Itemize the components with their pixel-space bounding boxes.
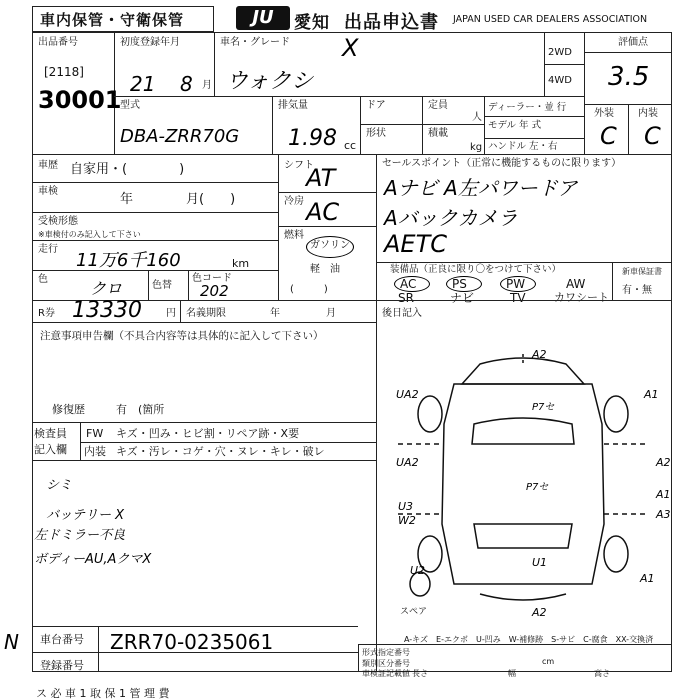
- divider: [422, 96, 423, 154]
- divider: [32, 652, 358, 653]
- footer-strip: ス 必 車 1 取 保 1 管 理 費: [36, 687, 170, 700]
- selling-line-1: Aナビ A左パワードア: [384, 176, 578, 200]
- color-label: 色: [38, 274, 48, 285]
- notes-label: 注意事項申告欄（不具合内容等は具体的に記入して下さい）: [40, 330, 324, 342]
- equip-tv: TV: [510, 291, 526, 305]
- margin-mark: N: [4, 630, 19, 654]
- mark-u2: U2: [410, 564, 426, 577]
- equip-circle-2: [446, 276, 482, 292]
- divider: [32, 626, 358, 627]
- fuel-gas: ガソリン: [310, 240, 350, 251]
- name-limit-month: 月: [326, 308, 336, 319]
- equip-aw: AW: [566, 277, 586, 291]
- history-label: 車歴: [38, 160, 58, 171]
- divider: [32, 270, 278, 271]
- spare-label: スペア: [400, 607, 428, 617]
- divider: [32, 422, 376, 423]
- equip-seat: カワシート: [554, 291, 609, 304]
- handle-label: ハンドル 左・右: [488, 141, 558, 152]
- repair-label: 修復歴: [52, 403, 85, 416]
- model-year-label: モデル 年 式: [488, 120, 542, 131]
- km-unit: km: [232, 257, 250, 270]
- warranty-label: 新車保証書: [622, 267, 662, 276]
- person-unit: 人: [472, 112, 482, 123]
- mileage-value: 11万6千160: [76, 250, 181, 271]
- reg-label: 登録番号: [40, 659, 84, 672]
- mark-a1-bottom: A1: [640, 572, 655, 585]
- storage-tag: 車内保管・守衛保管: [40, 11, 185, 29]
- month-unit: 月: [202, 80, 212, 91]
- form-title: 出品申込書: [344, 12, 439, 33]
- model-name-label: 車名・グレード: [220, 37, 290, 48]
- height-label: 高さ: [594, 669, 610, 678]
- chassis-value: ZRR70-0235061: [110, 630, 274, 654]
- dims-label: 車検証記載値: [362, 669, 410, 678]
- divider: [98, 626, 99, 672]
- mark-a2-bottom: A2: [532, 606, 547, 619]
- shape-label: 形状: [366, 128, 386, 139]
- repair-value: 有 (箇所: [116, 403, 165, 416]
- mark-a1-right-2: A1: [656, 488, 671, 501]
- receive-sub: ※車検付のみ記入して下さい: [38, 230, 141, 239]
- load-label: 積載: [428, 128, 448, 139]
- drive-4wd: 4WD: [548, 75, 572, 86]
- inspect-label: 車検: [38, 186, 58, 197]
- divider: [376, 262, 672, 263]
- int-value: C: [644, 122, 661, 150]
- shift-value: AT: [306, 164, 336, 192]
- width-label: 幅: [508, 669, 516, 678]
- divider: [376, 154, 377, 300]
- equip-pw: PW: [506, 277, 526, 291]
- fuel-diesel: 軽 油: [310, 264, 340, 275]
- association-name: JAPAN USED CAR DEALERS ASSOCIATION: [453, 14, 648, 25]
- dealer-label: ディーラー・並 行: [488, 102, 567, 113]
- divider: [180, 300, 181, 322]
- selling-label: セールスポイント（正常に機能するものに限ります）: [382, 158, 622, 169]
- fill-label: 記入欄: [34, 443, 67, 456]
- class-label: 類別区分番号: [362, 659, 410, 668]
- color-value: クロ: [90, 279, 123, 298]
- inspect-month-unit: 月( ): [186, 192, 236, 207]
- int-label: 内装: [638, 108, 658, 119]
- mark-u3: U3: [398, 500, 414, 513]
- equip-sr: SR: [398, 291, 414, 305]
- mark-w2: W2: [398, 514, 416, 527]
- note-line-2: バッテリー X: [46, 508, 125, 523]
- drive-2wd: 2WD: [548, 47, 572, 58]
- mark-p7-top: P7セ: [532, 402, 555, 413]
- divider: [32, 240, 278, 241]
- equip-ps: PS: [452, 277, 467, 291]
- divider: [32, 212, 278, 213]
- equip-label: 装備品（正良に限り〇をつけて下さい）: [390, 264, 562, 275]
- r-label: R券: [38, 308, 55, 319]
- score-value: 3.5: [608, 62, 650, 92]
- receive-label: 受検形態: [38, 216, 78, 227]
- selling-line-3: AETC: [384, 230, 447, 258]
- ac-label: 冷房: [284, 196, 304, 207]
- lot-sub: [2118]: [44, 65, 84, 79]
- divider: [278, 154, 279, 300]
- ac-value: AC: [306, 198, 340, 226]
- history-value: 自家用・( ): [70, 162, 185, 177]
- divider: [148, 270, 149, 300]
- first-reg-year: 21: [130, 72, 156, 96]
- note-line-3: 左ドミラー不良: [34, 528, 126, 543]
- fw-items: キズ・凹み・ヒビ割・リペア跡・X要: [116, 427, 300, 440]
- divider: [80, 442, 376, 443]
- divider: [358, 644, 672, 645]
- first-reg-month: 8: [180, 72, 193, 96]
- cc-unit: cc: [344, 139, 357, 152]
- ju-logo: JU: [236, 6, 290, 30]
- equip-circle-3: [500, 276, 536, 292]
- divider: [32, 154, 672, 155]
- mark-a3: A3: [656, 508, 671, 521]
- r-unit: 円: [166, 308, 176, 319]
- equip-circle-1: [394, 276, 430, 292]
- color-change-label: 色替: [152, 280, 172, 291]
- warranty-value: 有・無: [622, 285, 652, 296]
- lot-number: 30001: [38, 86, 122, 114]
- divider: [278, 192, 376, 193]
- note-line-1: シミ: [46, 478, 73, 493]
- divider: [484, 116, 584, 117]
- org-name: 愛知: [294, 13, 330, 33]
- mark-u1: U1: [532, 556, 548, 569]
- type-value: DBA-ZRR70G: [120, 126, 240, 147]
- divider: [544, 64, 584, 65]
- fuel-label: 燃料: [284, 230, 304, 241]
- mark-p7-mid: P7セ: [526, 482, 549, 493]
- divider: [188, 270, 189, 300]
- divider: [32, 460, 376, 461]
- type-label: 型式: [120, 100, 140, 111]
- fuel-other: ( ): [290, 284, 328, 295]
- fw-label: FW: [86, 427, 104, 440]
- divider: [358, 644, 359, 672]
- divider: [376, 322, 377, 672]
- color-code-label: 色コード: [192, 273, 232, 284]
- divider: [484, 138, 584, 139]
- car-diagram: [378, 324, 672, 626]
- divider: [272, 96, 273, 154]
- damage-legend: A-キズ E-エクボ U-凹み W-補修跡 S-サビ C-腐食 XX-交換済: [404, 635, 654, 644]
- divider: [612, 262, 613, 300]
- first-reg-label: 初度登録年月: [120, 37, 180, 48]
- mark-ua2-mid: UA2: [396, 456, 419, 469]
- equip-ac: AC: [400, 277, 417, 291]
- divider: [114, 96, 584, 97]
- divider: [32, 322, 376, 323]
- door-label: ドア: [366, 100, 386, 111]
- disp-value: 1.98: [288, 126, 337, 151]
- mark-ua2-left: UA2: [396, 388, 419, 401]
- r-value: 13330: [72, 298, 142, 323]
- int-label: 内装: [84, 445, 106, 458]
- ext-label: 外装: [594, 108, 614, 119]
- divider: [484, 96, 485, 154]
- selling-line-2: Aバックカメラ: [384, 206, 518, 230]
- chassis-label: 車台番号: [40, 633, 84, 646]
- note-line-4: ボディーAU,AクマX: [34, 552, 152, 567]
- divider: [584, 52, 672, 53]
- name-limit-year: 年: [270, 308, 280, 319]
- length-label: 長さ: [412, 669, 428, 678]
- later-label: 後日記入: [382, 308, 422, 319]
- divider: [80, 422, 81, 460]
- cm-unit: cm: [542, 657, 555, 666]
- divider: [278, 226, 376, 227]
- mark-a1-right: A1: [644, 388, 659, 401]
- divider: [628, 104, 629, 154]
- divider: [584, 32, 585, 154]
- capacity-label: 定員: [428, 100, 448, 111]
- grade-mark: X: [342, 34, 359, 62]
- model-name-value: ウォクシ: [226, 69, 314, 94]
- mileage-label: 走行: [38, 244, 58, 255]
- int-items: キズ・汚レ・コゲ・穴・ヌレ・キレ・破レ: [116, 445, 325, 458]
- disp-label: 排気量: [278, 100, 308, 111]
- inspect-year-unit: 年: [120, 192, 134, 207]
- divider: [32, 182, 278, 183]
- kg-unit: kg: [470, 142, 483, 153]
- score-label: 評価点: [618, 37, 648, 48]
- lot-label: 出品番号: [38, 37, 78, 48]
- color-code-value: 202: [200, 282, 229, 300]
- format-label: 形式指定番号: [362, 648, 410, 657]
- divider: [360, 96, 361, 154]
- mark-a2-top: A2: [532, 348, 547, 361]
- divider: [214, 32, 215, 96]
- mark-a2-right: A2: [656, 456, 671, 469]
- divider: [376, 300, 377, 322]
- equip-navi: ナビ: [450, 291, 475, 305]
- inspector-label: 検査員: [34, 427, 67, 440]
- ext-value: C: [600, 122, 617, 150]
- shift-label: シフト: [284, 160, 314, 171]
- name-limit-label: 名義期限: [186, 308, 226, 319]
